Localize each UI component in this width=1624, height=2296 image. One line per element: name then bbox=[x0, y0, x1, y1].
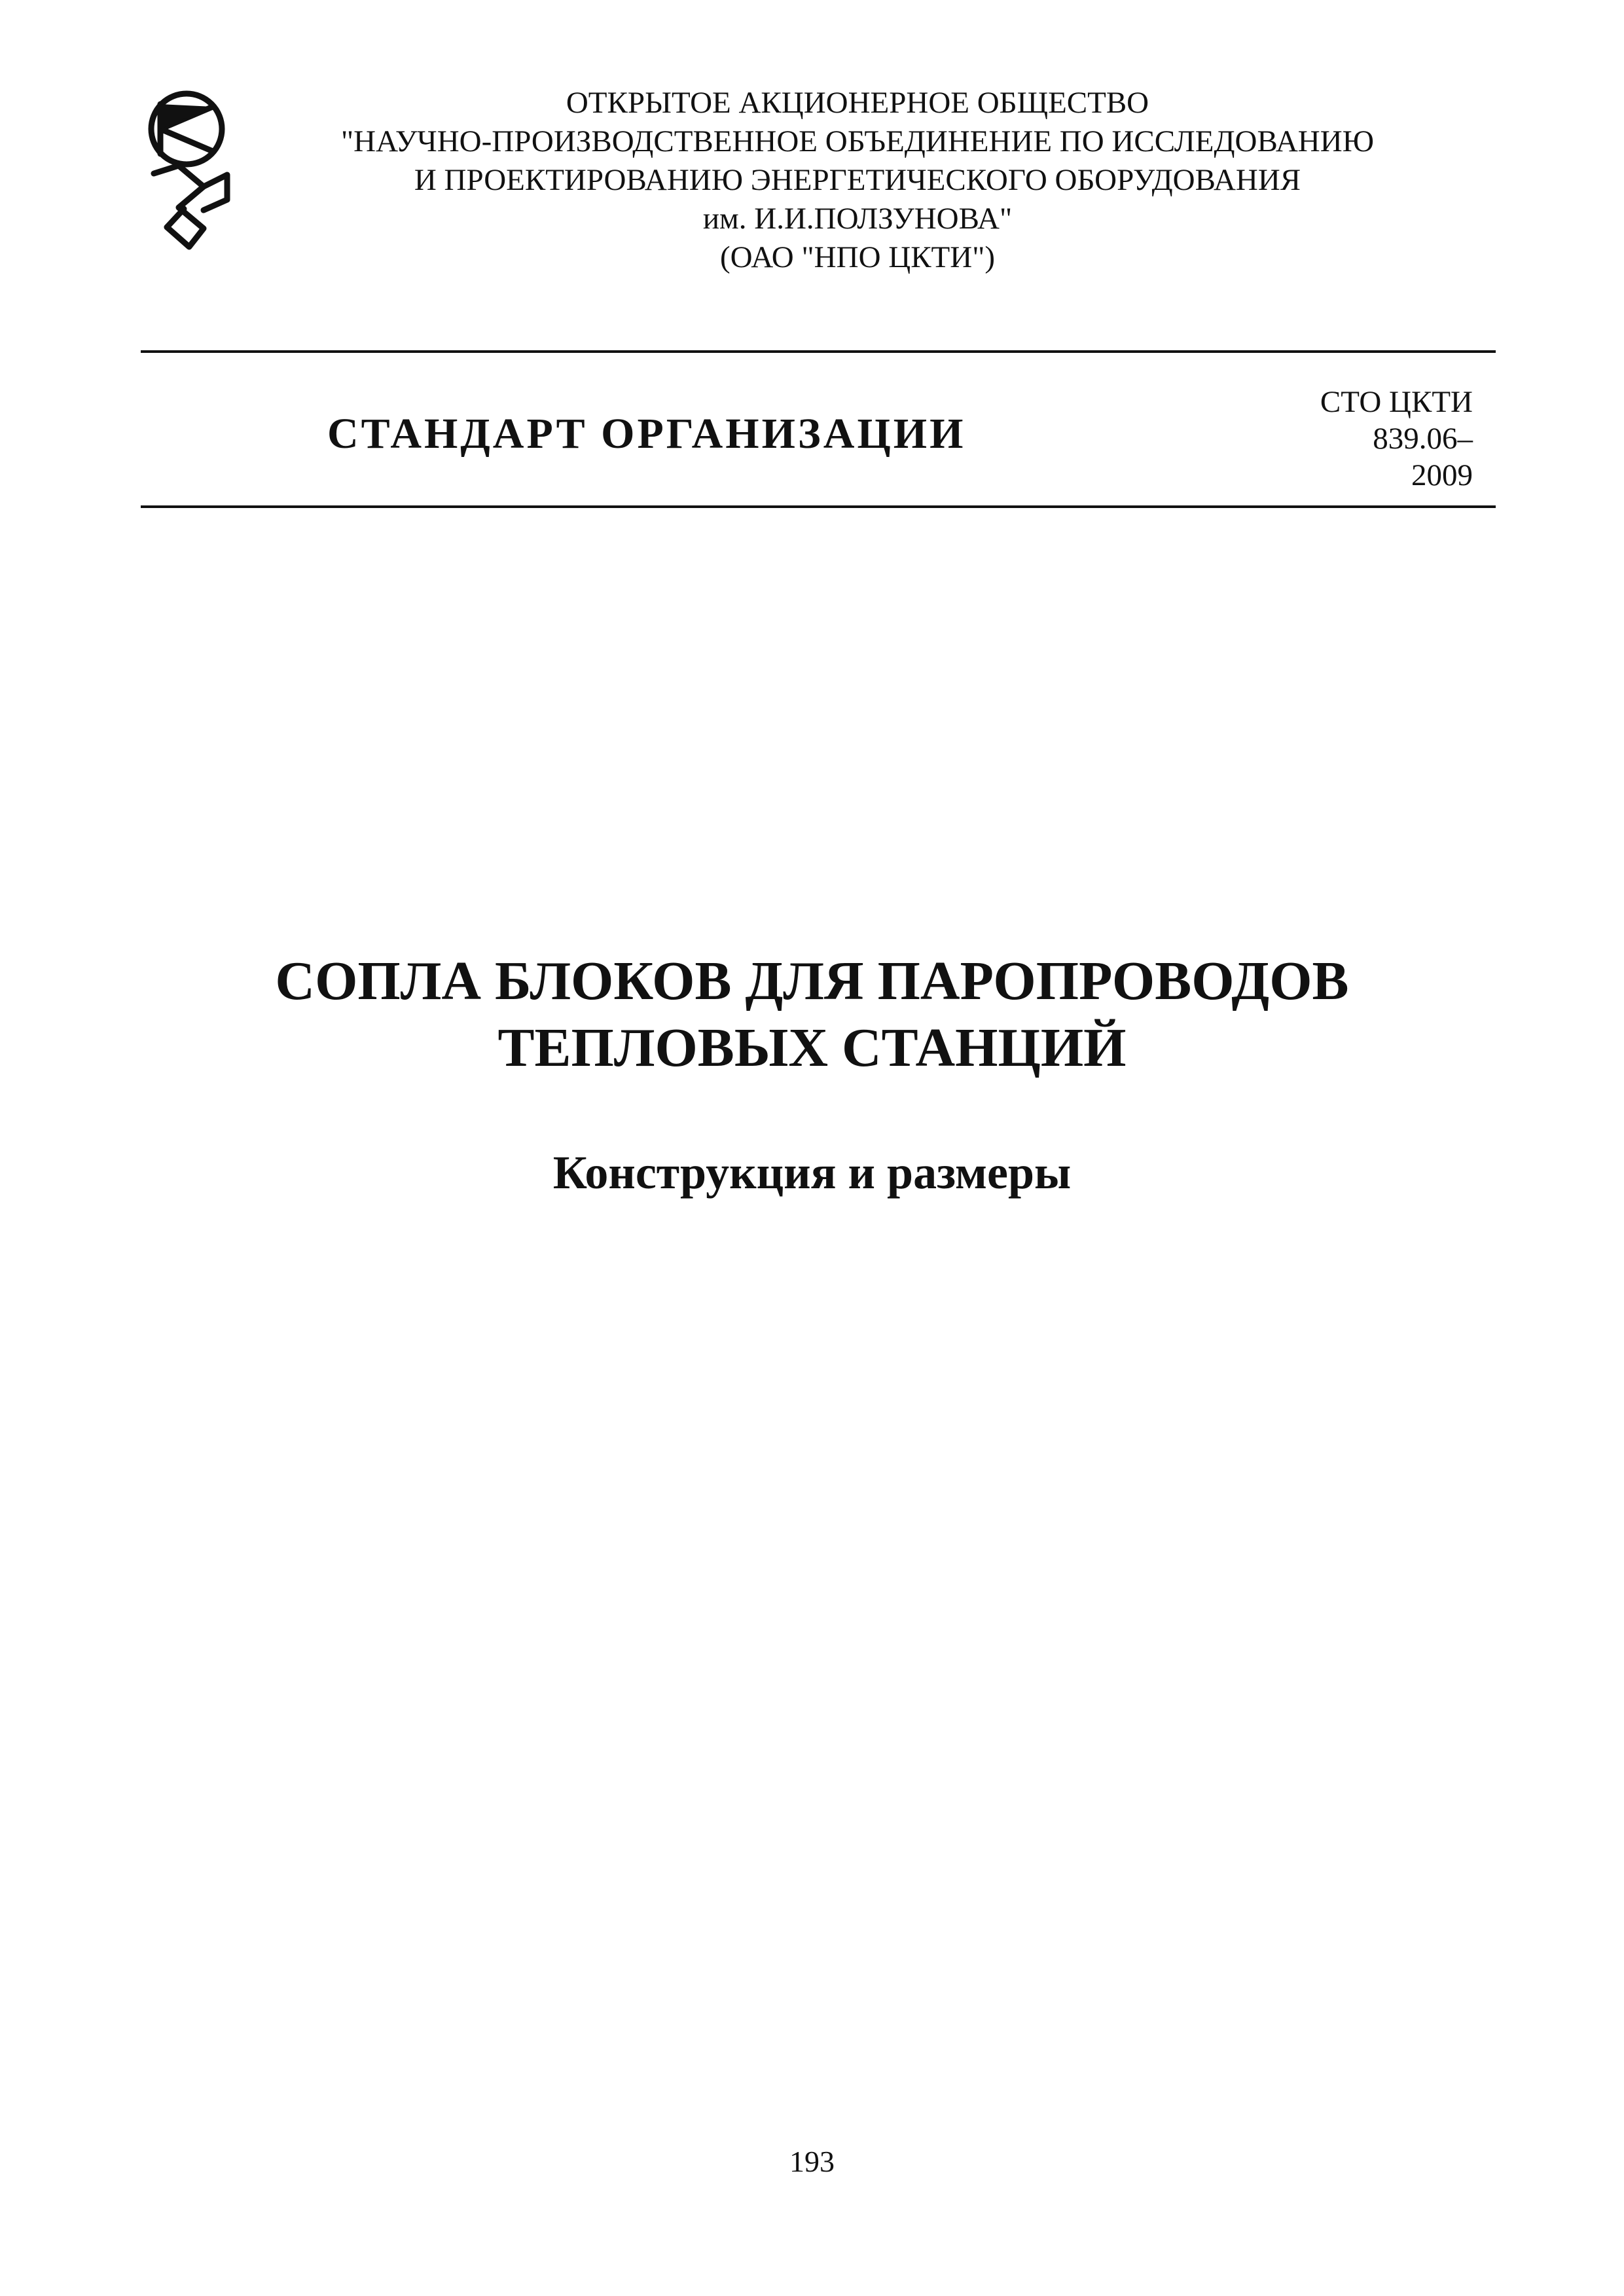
organization-header bbox=[275, 84, 1440, 277]
document-title bbox=[0, 948, 1624, 1082]
standard-code bbox=[1276, 384, 1473, 494]
standard-code-line: 839.06– bbox=[1373, 422, 1473, 456]
standard-code-line: 2009 bbox=[1411, 458, 1473, 492]
page-number: 193 bbox=[789, 2145, 835, 2178]
document-title-line: ТЕПЛОВЫХ СТАНЦИЙ bbox=[497, 1017, 1127, 1078]
standard-code-line: СТО ЦКТИ bbox=[1320, 385, 1473, 419]
organization-line: (ОАО "НПО ЦКТИ") bbox=[719, 240, 996, 274]
organization-line: "НАУЧНО-ПРОИЗВОДСТВЕННОЕ ОБЪЕДИНЕНИЕ ПО ИССЛЕДОВАНИЮ bbox=[340, 124, 1375, 158]
organization-line: им. И.И.ПОЛЗУНОВА" bbox=[702, 202, 1013, 236]
standard-label: СТАНДАРТ ОРГАНИЗАЦИИ bbox=[327, 410, 966, 458]
document-subtitle: Конструкция и размеры bbox=[552, 1146, 1072, 1199]
bottom-divider bbox=[141, 505, 1496, 508]
organization-line: И ПРОЕКТИРОВАНИЮ ЭНЕРГЕТИЧЕСКОГО ОБОРУДОВАНИЯ bbox=[414, 163, 1301, 197]
document-title-line: СОПЛА БЛОКОВ ДЛЯ ПАРОПРОВОДОВ bbox=[275, 951, 1349, 1011]
npo-ckti-logo-icon bbox=[141, 88, 239, 255]
top-divider bbox=[141, 350, 1496, 353]
organization-line: ОТКРЫТОЕ АКЦИОНЕРНОЕ ОБЩЕСТВО bbox=[566, 86, 1149, 120]
